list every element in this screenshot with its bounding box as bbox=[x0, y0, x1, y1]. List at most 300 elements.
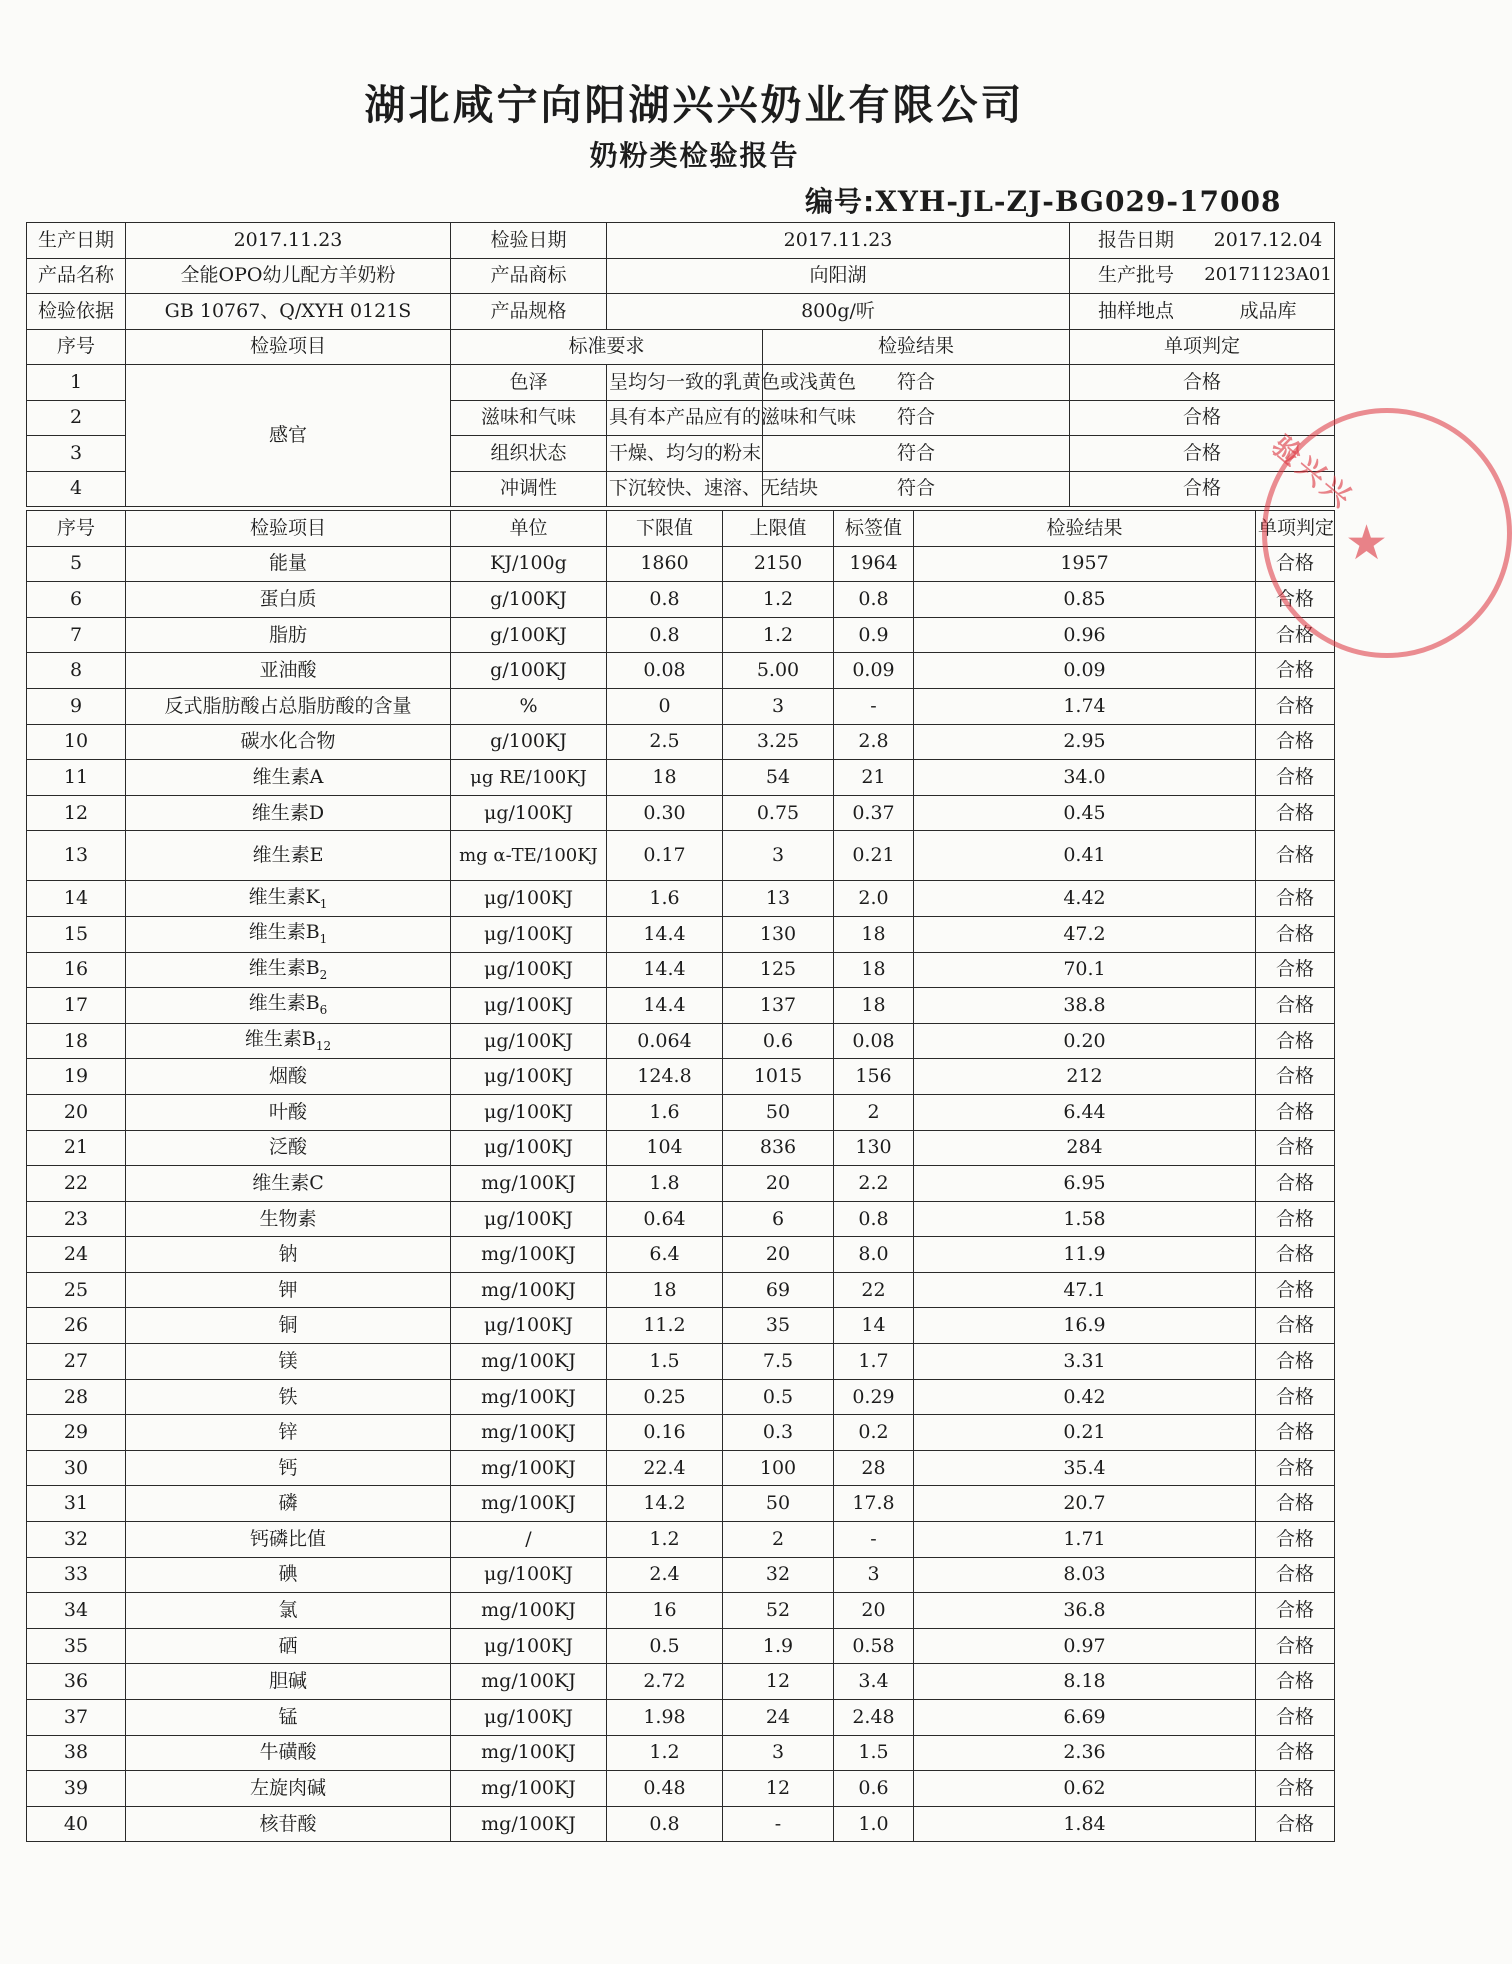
item-name bbox=[126, 916, 451, 952]
nutrient-row bbox=[27, 1201, 1335, 1237]
item-name bbox=[126, 988, 451, 1024]
result: 6.95 bbox=[914, 1166, 1256, 1202]
seq: 15 bbox=[27, 916, 126, 952]
result: 符合 bbox=[763, 400, 1070, 436]
item-name bbox=[126, 1023, 451, 1059]
seq: 36 bbox=[27, 1664, 126, 1700]
lower-limit: 1.2 bbox=[607, 1735, 723, 1771]
result: 16.9 bbox=[914, 1308, 1256, 1344]
nutrient-row bbox=[27, 724, 1335, 760]
lower-limit: 0.48 bbox=[607, 1771, 723, 1807]
label-value: 20 bbox=[834, 1593, 914, 1629]
upper-header: 上限值 bbox=[723, 511, 834, 547]
label-value: 3 bbox=[834, 1557, 914, 1593]
upper-limit: 6 bbox=[723, 1201, 834, 1237]
upper-limit: 20 bbox=[723, 1237, 834, 1273]
judgement: 合格 bbox=[1256, 1771, 1335, 1807]
judgement: 合格 bbox=[1256, 617, 1335, 653]
product-name-label: 产品名称 bbox=[27, 258, 126, 294]
item-subscript: 2 bbox=[319, 967, 328, 982]
label-value: 1.0 bbox=[834, 1806, 914, 1842]
unit: mg/100KJ bbox=[451, 1415, 607, 1451]
upper-limit: 54 bbox=[723, 760, 834, 796]
lower-limit: 2.5 bbox=[607, 724, 723, 760]
nutrient-row bbox=[27, 1593, 1335, 1629]
result: 1.71 bbox=[914, 1522, 1256, 1558]
item-name: 胆碱 bbox=[126, 1664, 451, 1700]
result: 0.21 bbox=[914, 1415, 1256, 1451]
label-value: 0.37 bbox=[834, 795, 914, 831]
nutrient-row bbox=[27, 1344, 1335, 1380]
seq: 7 bbox=[27, 617, 126, 653]
seq: 17 bbox=[27, 988, 126, 1024]
unit: mg/100KJ bbox=[451, 1486, 607, 1522]
info-row-1 bbox=[27, 223, 1335, 259]
item-name: 碘 bbox=[126, 1557, 451, 1593]
inspection-date-label: 检验日期 bbox=[451, 223, 607, 259]
upper-limit: 50 bbox=[723, 1486, 834, 1522]
result: 0.97 bbox=[914, 1628, 1256, 1664]
upper-limit: 35 bbox=[723, 1308, 834, 1344]
unit: μg/100KJ bbox=[451, 795, 607, 831]
unit: μg RE/100KJ bbox=[451, 760, 607, 796]
result: 6.69 bbox=[914, 1700, 1256, 1736]
upper-limit: 52 bbox=[723, 1593, 834, 1629]
unit: μg/100KJ bbox=[451, 1023, 607, 1059]
result: 0.42 bbox=[914, 1379, 1256, 1415]
unit: mg/100KJ bbox=[451, 1450, 607, 1486]
nutrient-row bbox=[27, 653, 1335, 689]
item-name-text: 维生素B bbox=[248, 956, 320, 979]
result: 0.96 bbox=[914, 617, 1256, 653]
item-name-text: 维生素K bbox=[248, 885, 320, 908]
unit: mg/100KJ bbox=[451, 1771, 607, 1807]
judgement: 合格 bbox=[1256, 1272, 1335, 1308]
label-value: 21 bbox=[834, 760, 914, 796]
item-subscript: 6 bbox=[319, 1003, 328, 1018]
report-number bbox=[805, 180, 1281, 220]
item-name: 钾 bbox=[126, 1272, 451, 1308]
seq: 33 bbox=[27, 1557, 126, 1593]
result: 1957 bbox=[914, 546, 1256, 582]
lower-limit: 22.4 bbox=[607, 1450, 723, 1486]
upper-limit: 2 bbox=[723, 1522, 834, 1558]
label-value: 8.0 bbox=[834, 1237, 914, 1273]
item-name: 能量 bbox=[126, 546, 451, 582]
judgement: 合格 bbox=[1256, 1023, 1335, 1059]
label-value: 0.9 bbox=[834, 617, 914, 653]
upper-limit: 1.2 bbox=[723, 582, 834, 618]
judgement: 合格 bbox=[1256, 916, 1335, 952]
result: 0.85 bbox=[914, 582, 1256, 618]
label-value: - bbox=[834, 688, 914, 724]
judgement: 合格 bbox=[1256, 724, 1335, 760]
result-header: 检验结果 bbox=[763, 329, 1070, 365]
lower-limit: 16 bbox=[607, 1593, 723, 1629]
lower-limit: 0.064 bbox=[607, 1023, 723, 1059]
judgement: 合格 bbox=[1070, 471, 1335, 507]
unit: mg/100KJ bbox=[451, 1593, 607, 1629]
item-subscript: 1 bbox=[319, 932, 328, 947]
unit: μg/100KJ bbox=[451, 881, 607, 917]
item-name bbox=[126, 881, 451, 917]
unit: g/100KJ bbox=[451, 582, 607, 618]
nutrient-row bbox=[27, 617, 1335, 653]
info-row-2 bbox=[27, 258, 1335, 294]
result: 1.84 bbox=[914, 1806, 1256, 1842]
item-name: 反式脂肪酸占总脂肪酸的含量 bbox=[126, 688, 451, 724]
item-name: 左旋肉碱 bbox=[126, 1771, 451, 1807]
nutrient-row bbox=[27, 1059, 1335, 1095]
judgement: 合格 bbox=[1256, 1130, 1335, 1166]
label-value: 2.0 bbox=[834, 881, 914, 917]
item-name: 牛磺酸 bbox=[126, 1735, 451, 1771]
nutrient-row bbox=[27, 546, 1335, 582]
attr: 滋味和气味 bbox=[451, 400, 607, 436]
nutrient-row bbox=[27, 1806, 1335, 1842]
lower-limit: 18 bbox=[607, 760, 723, 796]
unit: KJ/100g bbox=[451, 546, 607, 582]
nutrient-row bbox=[27, 1522, 1335, 1558]
sampling-label: 抽样地点 bbox=[1098, 299, 1175, 322]
seq: 12 bbox=[27, 795, 126, 831]
judgement: 合格 bbox=[1256, 653, 1335, 689]
seq: 13 bbox=[27, 831, 126, 881]
report-date-cell bbox=[1070, 223, 1335, 259]
judgement: 合格 bbox=[1256, 1700, 1335, 1736]
unit: g/100KJ bbox=[451, 617, 607, 653]
label-value: 14 bbox=[834, 1308, 914, 1344]
item-name: 亚油酸 bbox=[126, 653, 451, 689]
unit: μg/100KJ bbox=[451, 916, 607, 952]
result: 38.8 bbox=[914, 988, 1256, 1024]
inspection-date: 2017.11.23 bbox=[607, 223, 1070, 259]
judgement: 合格 bbox=[1256, 881, 1335, 917]
seq-header: 序号 bbox=[27, 511, 126, 547]
brand: 向阳湖 bbox=[607, 258, 1070, 294]
seq: 4 bbox=[27, 471, 126, 507]
upper-limit: 1.2 bbox=[723, 617, 834, 653]
lower-limit: 0.8 bbox=[607, 617, 723, 653]
requirement: 干燥、均匀的粉末 bbox=[607, 436, 763, 472]
judgement: 合格 bbox=[1256, 831, 1335, 881]
seq: 1 bbox=[27, 365, 126, 401]
info-row-3 bbox=[27, 294, 1335, 330]
label-value: - bbox=[834, 1522, 914, 1558]
item-name: 磷 bbox=[126, 1486, 451, 1522]
attr: 色泽 bbox=[451, 365, 607, 401]
report-date: 2017.12.04 bbox=[1213, 228, 1323, 251]
item-name-text: 维生素B bbox=[244, 1028, 316, 1051]
seq: 29 bbox=[27, 1415, 126, 1451]
seq: 32 bbox=[27, 1522, 126, 1558]
result: 70.1 bbox=[914, 952, 1256, 988]
nutrient-row bbox=[27, 1771, 1335, 1807]
attr: 冲调性 bbox=[451, 471, 607, 507]
judgement: 合格 bbox=[1070, 365, 1335, 401]
upper-limit: 3 bbox=[723, 831, 834, 881]
nutrient-row bbox=[27, 1664, 1335, 1700]
result: 符合 bbox=[763, 436, 1070, 472]
label-value: 130 bbox=[834, 1130, 914, 1166]
nutrient-row bbox=[27, 688, 1335, 724]
upper-limit: 12 bbox=[723, 1771, 834, 1807]
judgement: 合格 bbox=[1256, 760, 1335, 796]
company-name: 湖北咸宁向阳湖兴兴奶业有限公司 bbox=[364, 81, 1025, 129]
seq: 21 bbox=[27, 1130, 126, 1166]
judgement: 合格 bbox=[1256, 1593, 1335, 1629]
lower-limit: 0.08 bbox=[607, 653, 723, 689]
item-subscript: 12 bbox=[315, 1038, 332, 1053]
lower-limit: 1.5 bbox=[607, 1344, 723, 1380]
upper-limit: 1.9 bbox=[723, 1628, 834, 1664]
judgement-header: 单项判定 bbox=[1070, 329, 1335, 365]
upper-limit: 5.00 bbox=[723, 653, 834, 689]
lower-limit: 1.6 bbox=[607, 1094, 723, 1130]
nutrient-row bbox=[27, 952, 1335, 988]
unit: mg/100KJ bbox=[451, 1806, 607, 1842]
info-and-sensory-table bbox=[26, 222, 1335, 507]
result: 3.31 bbox=[914, 1344, 1256, 1380]
item-header: 检验项目 bbox=[126, 329, 451, 365]
basis-label: 检验依据 bbox=[27, 294, 126, 330]
label-value: 17.8 bbox=[834, 1486, 914, 1522]
label-value: 0.6 bbox=[834, 1771, 914, 1807]
unit: μg/100KJ bbox=[451, 1308, 607, 1344]
item-subscript: 1 bbox=[319, 896, 328, 911]
label-value: 0.29 bbox=[834, 1379, 914, 1415]
seq: 20 bbox=[27, 1094, 126, 1130]
nutrient-row bbox=[27, 1237, 1335, 1273]
item-name: 脂肪 bbox=[126, 617, 451, 653]
batch-label: 生产批号 bbox=[1098, 264, 1175, 287]
judgement: 合格 bbox=[1256, 1522, 1335, 1558]
result: 符合 bbox=[763, 471, 1070, 507]
result-header: 检验结果 bbox=[914, 511, 1256, 547]
seq: 26 bbox=[27, 1308, 126, 1344]
nutrient-row bbox=[27, 1450, 1335, 1486]
basis: GB 10767、Q/XYH 0121S bbox=[126, 294, 451, 330]
judgement: 合格 bbox=[1256, 1094, 1335, 1130]
result: 0.20 bbox=[914, 1023, 1256, 1059]
requirement: 下沉较快、速溶、无结块 bbox=[607, 471, 763, 507]
lower-limit: 1.98 bbox=[607, 1700, 723, 1736]
seq: 6 bbox=[27, 582, 126, 618]
upper-limit: 32 bbox=[723, 1557, 834, 1593]
seq: 40 bbox=[27, 1806, 126, 1842]
label-value: 0.58 bbox=[834, 1628, 914, 1664]
nutrient-row bbox=[27, 582, 1335, 618]
label-value: 2 bbox=[834, 1094, 914, 1130]
result: 2.95 bbox=[914, 724, 1256, 760]
unit: μg/100KJ bbox=[451, 1130, 607, 1166]
judgement: 合格 bbox=[1256, 1557, 1335, 1593]
result: 1.58 bbox=[914, 1201, 1256, 1237]
judgement: 合格 bbox=[1256, 1450, 1335, 1486]
unit: μg/100KJ bbox=[451, 988, 607, 1024]
sensory-group: 感官 bbox=[126, 365, 451, 507]
item-header: 检验项目 bbox=[126, 511, 451, 547]
seq: 18 bbox=[27, 1023, 126, 1059]
nutrient-header-row bbox=[27, 511, 1335, 547]
nutrient-row bbox=[27, 1308, 1335, 1344]
result: 0.41 bbox=[914, 831, 1256, 881]
nutrient-row bbox=[27, 1272, 1335, 1308]
nutrient-row bbox=[27, 881, 1335, 917]
unit: g/100KJ bbox=[451, 724, 607, 760]
unit: mg/100KJ bbox=[451, 1272, 607, 1308]
result: 符合 bbox=[763, 365, 1070, 401]
upper-limit: - bbox=[723, 1806, 834, 1842]
item-name: 维生素C bbox=[126, 1166, 451, 1202]
label-value: 0.8 bbox=[834, 1201, 914, 1237]
item-name: 硒 bbox=[126, 1628, 451, 1664]
report-title: 奶粉类检验报告 bbox=[589, 139, 800, 172]
seq: 11 bbox=[27, 760, 126, 796]
unit: μg/100KJ bbox=[451, 952, 607, 988]
lower-limit: 124.8 bbox=[607, 1059, 723, 1095]
lower-limit: 0.8 bbox=[607, 582, 723, 618]
item-name: 锌 bbox=[126, 1415, 451, 1451]
seq: 37 bbox=[27, 1700, 126, 1736]
seq: 24 bbox=[27, 1237, 126, 1273]
seq: 25 bbox=[27, 1272, 126, 1308]
result: 6.44 bbox=[914, 1094, 1256, 1130]
item-name-text: 维生素B bbox=[248, 921, 320, 944]
judgement: 合格 bbox=[1256, 1379, 1335, 1415]
item-name: 维生素A bbox=[126, 760, 451, 796]
lower-limit: 14.4 bbox=[607, 952, 723, 988]
upper-limit: 50 bbox=[723, 1094, 834, 1130]
result: 8.18 bbox=[914, 1664, 1256, 1700]
lower-limit: 0.5 bbox=[607, 1628, 723, 1664]
lower-limit: 6.4 bbox=[607, 1237, 723, 1273]
judgement: 合格 bbox=[1256, 1806, 1335, 1842]
nutrient-row bbox=[27, 1094, 1335, 1130]
label-value: 1.7 bbox=[834, 1344, 914, 1380]
item-name: 镁 bbox=[126, 1344, 451, 1380]
result: 0.45 bbox=[914, 795, 1256, 831]
seq: 19 bbox=[27, 1059, 126, 1095]
judgement: 合格 bbox=[1256, 1166, 1335, 1202]
judgement: 合格 bbox=[1256, 795, 1335, 831]
result: 35.4 bbox=[914, 1450, 1256, 1486]
unit: g/100KJ bbox=[451, 653, 607, 689]
seq: 39 bbox=[27, 1771, 126, 1807]
item-name: 铁 bbox=[126, 1379, 451, 1415]
label-value: 1964 bbox=[834, 546, 914, 582]
unit: mg/100KJ bbox=[451, 1379, 607, 1415]
unit: mg/100KJ bbox=[451, 1344, 607, 1380]
item-name: 铜 bbox=[126, 1308, 451, 1344]
upper-limit: 3 bbox=[723, 688, 834, 724]
unit: mg/100KJ bbox=[451, 1166, 607, 1202]
upper-limit: 137 bbox=[723, 988, 834, 1024]
item-name: 钙 bbox=[126, 1450, 451, 1486]
nutrient-row bbox=[27, 1486, 1335, 1522]
result: 284 bbox=[914, 1130, 1256, 1166]
item-name: 维生素D bbox=[126, 795, 451, 831]
upper-limit: 20 bbox=[723, 1166, 834, 1202]
upper-limit: 13 bbox=[723, 881, 834, 917]
seq: 28 bbox=[27, 1379, 126, 1415]
label-value: 0.09 bbox=[834, 653, 914, 689]
unit: μg/100KJ bbox=[451, 1700, 607, 1736]
lower-limit: 0.17 bbox=[607, 831, 723, 881]
stamp-text: 验兴兴 bbox=[1265, 428, 1361, 516]
lower-limit: 1860 bbox=[607, 546, 723, 582]
judgement: 合格 bbox=[1256, 1735, 1335, 1771]
label-value: 2.8 bbox=[834, 724, 914, 760]
upper-limit: 3.25 bbox=[723, 724, 834, 760]
batch-cell bbox=[1070, 258, 1335, 294]
upper-limit: 7.5 bbox=[723, 1344, 834, 1380]
label-value: 3.4 bbox=[834, 1664, 914, 1700]
lower-limit: 14.4 bbox=[607, 988, 723, 1024]
lower-limit: 0.64 bbox=[607, 1201, 723, 1237]
report-number-label: 编号: bbox=[805, 185, 876, 218]
label-value: 2.2 bbox=[834, 1166, 914, 1202]
upper-limit: 12 bbox=[723, 1664, 834, 1700]
judgement: 合格 bbox=[1256, 1308, 1335, 1344]
seq: 8 bbox=[27, 653, 126, 689]
judgement: 合格 bbox=[1256, 988, 1335, 1024]
upper-limit: 2150 bbox=[723, 546, 834, 582]
nutrient-table bbox=[26, 510, 1335, 1842]
attr: 组织状态 bbox=[451, 436, 607, 472]
item-name: 叶酸 bbox=[126, 1094, 451, 1130]
report-date-label: 报告日期 bbox=[1098, 228, 1175, 251]
label-value: 28 bbox=[834, 1450, 914, 1486]
item-name: 钠 bbox=[126, 1237, 451, 1273]
seq-header: 序号 bbox=[27, 329, 126, 365]
lower-header: 下限值 bbox=[607, 511, 723, 547]
judgement: 合格 bbox=[1256, 952, 1335, 988]
judgement: 合格 bbox=[1256, 1415, 1335, 1451]
seq: 38 bbox=[27, 1735, 126, 1771]
label-value: 2.48 bbox=[834, 1700, 914, 1736]
result: 2.36 bbox=[914, 1735, 1256, 1771]
nutrient-row bbox=[27, 1130, 1335, 1166]
nutrient-row bbox=[27, 1557, 1335, 1593]
upper-limit: 24 bbox=[723, 1700, 834, 1736]
seq: 3 bbox=[27, 436, 126, 472]
judgement: 合格 bbox=[1256, 582, 1335, 618]
upper-limit: 0.75 bbox=[723, 795, 834, 831]
upper-limit: 125 bbox=[723, 952, 834, 988]
item-name-text: 维生素B bbox=[248, 992, 320, 1015]
item-name: 氯 bbox=[126, 1593, 451, 1629]
nutrient-row bbox=[27, 831, 1335, 881]
seq: 23 bbox=[27, 1201, 126, 1237]
unit: mg α-TE/100KJ bbox=[451, 831, 607, 881]
unit: % bbox=[451, 688, 607, 724]
judgement: 合格 bbox=[1256, 1664, 1335, 1700]
lower-limit: 18 bbox=[607, 1272, 723, 1308]
lower-limit: 2.4 bbox=[607, 1557, 723, 1593]
standard-header: 标准要求 bbox=[451, 329, 763, 365]
result: 8.03 bbox=[914, 1557, 1256, 1593]
judgement: 合格 bbox=[1256, 688, 1335, 724]
lower-limit: 14.2 bbox=[607, 1486, 723, 1522]
production-date-label: 生产日期 bbox=[27, 223, 126, 259]
upper-limit: 0.6 bbox=[723, 1023, 834, 1059]
seq: 2 bbox=[27, 400, 126, 436]
seq: 9 bbox=[27, 688, 126, 724]
nutrient-row bbox=[27, 1735, 1335, 1771]
lower-limit: 0 bbox=[607, 688, 723, 724]
unit: mg/100KJ bbox=[451, 1735, 607, 1771]
